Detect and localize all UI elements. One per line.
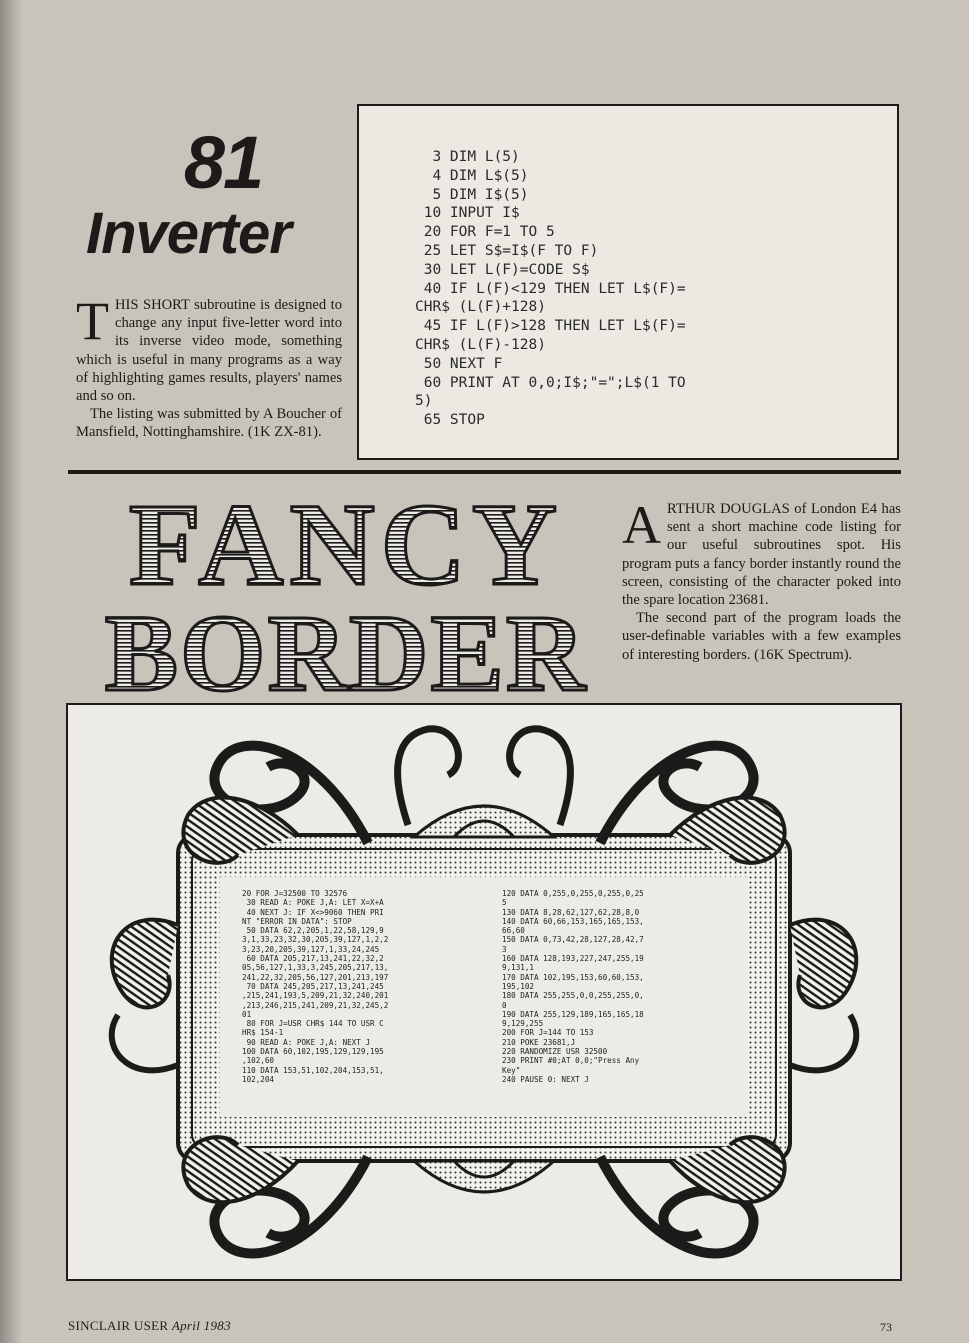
article2-intro: [622, 495, 901, 664]
article1-dropcap: T: [76, 291, 109, 351]
footer-magazine-line: [68, 1318, 231, 1334]
spectrum-screen-listing-area: [220, 877, 748, 1117]
zx81-listing-panel: [357, 104, 899, 460]
article2-intro-text: RTHUR DOUGLAS of London E4 has sent a short machine code listing for our useful subroutines spot. His program puts a fancy border instantly round the screen, consisting of the character poked into the spare location 23681.: [622, 501, 901, 609]
article1-title-word: Inverter: [86, 201, 291, 266]
article1-intro: [76, 291, 342, 442]
article1-credit: The listing was submitted by A Boucher of Mansfield, Nottinghamshire. (1K ZX-81).: [76, 406, 342, 441]
article2-intro-paragraph1: [622, 495, 901, 609]
article2-intro-paragraph2: The second part of the program loads the user-definable variables with a few examples of interesting borders. (16K Spectrum).: [622, 610, 901, 663]
spectrum-screen-panel: [66, 703, 902, 1281]
article1-intro-text: HIS SHORT subroutine is designed to change any input five-letter word into its inverse video mode, something which is useful in many programs as a way of highlighting games results, players' names and so on.: [76, 297, 342, 405]
article1-title-number: 81: [183, 121, 263, 204]
zx81-program-listing: 3 DIM L(5) 4 DIM L$(5) 5 DIM I$(5) 10 INPUT I$ 20 FOR F=1 TO 5 25 LET S$=I$(F TO F) 30 LET L(F)=CODE S$ 40 IF L(F)<129 THEN LET L$(F)= CHR$ (L(F)+128) 45 IF L(F)>128 THEN LET L$(F)= CHR$ (L(F)-128) 50 NEXT F 60 PRINT AT 0,0;I$;"=";L$(1 TO 5) 65 STOP: [415, 149, 686, 429]
footer-page-number: 73: [880, 1320, 892, 1334]
fancy-title-line2: BORDER: [104, 592, 588, 700]
fancy-title-line1: FANCY: [128, 490, 564, 610]
section-divider-rule: [68, 470, 901, 474]
spectrum-listing-column-right: 120 DATA 0,255,0,255,0,255,0,25 5 130 DATA 8,28,62,127,62,28,8,0 140 DATA 60,66,153,165,165,153, 66,60 150 DATA 0,73,42,28,127,28,42,7 3 160 DATA 128,193,227,247,255,19 9,131,1 170 DATA 102,195,153,60,60,153, 195,102 180 DATA 255,255,0,0,255,255,0, 0 190 DATA 255,129,189,165,165,18 9,129,255 200 FOR J=144 TO 153 210 POKE 23681,J 220 RANDOMIZE USR 32500 230 PRINT #0;AT 0,0;"Press Any Key" 240 PAUSE 0: NEXT J: [502, 889, 644, 1084]
article2-dropcap: A: [622, 495, 661, 555]
page-gutter-shadow: [0, 0, 22, 1343]
fancy-border-title: [78, 490, 614, 700]
spectrum-listing-column-left: 20 FOR J=32500 TO 32576 30 READ A: POKE J,A: LET X=X+A 40 NEXT J: IF X<>9060 THEN PRI NT "ERROR IN DATA": STOP 50 DATA 62,2,205,1,22,58,129,9 3,1,33,23,32,30,205,39,127,1,2,2 3,23,20,205,39,127,1,33,24,245 60 DATA 205,217,13,241,22,32,2 05,56,127,1,33,3,245,205,217,13, 241,22,32,205,56,127,201,213,197 70 DATA 245,205,217,13,241,245 ,215,241,193,5,209,21,32,240,201 ,213,246,215,241,209,21,32,245,2 01 80 FOR J=USR CHR$ 144 TO USR C HR$ 154-1 90 READ A: POKE J,A: NEXT J 100 DATA 60,102,195,129,129,195 ,102,60 110 DATA 153,51,102,204,153,51, 102,204: [242, 889, 389, 1084]
footer-magazine-name: SINCLAIR USER: [68, 1318, 169, 1333]
footer-issue-date: April 1983: [171, 1318, 231, 1333]
